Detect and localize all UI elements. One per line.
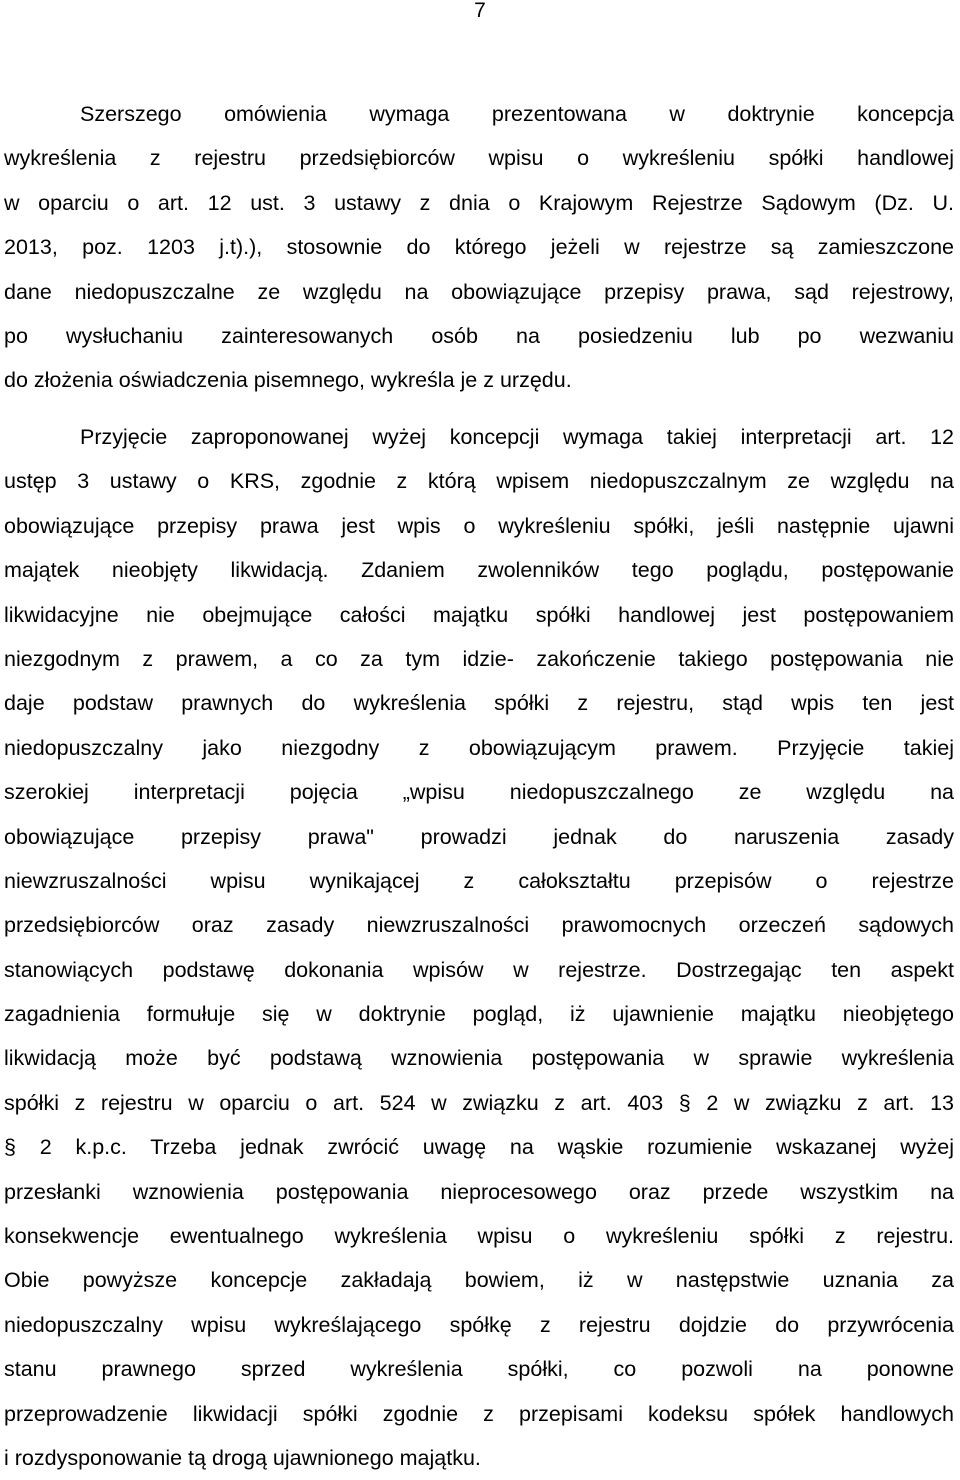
text-line: w oparciu o art. 12 ust. 3 ustawy z dnia o Krajowym Rejestrze Sądowym (Dz. U.	[4, 190, 954, 215]
text-line: 2013, poz. 1203 j.t).), stosownie do którego jeżeli w rejestrze są zamieszczone	[4, 235, 954, 260]
text-line: po wysłuchaniu zainteresowanych osób na posiedzeniu lub po wezwaniu	[4, 323, 954, 348]
text-line: niedopuszczalny wpisu wykreślającego spółkę z rejestru dojdzie do przywrócenia	[4, 1312, 954, 1337]
page-number: 7	[474, 0, 486, 22]
text-line: wykreślenia z rejestru przedsiębiorców wpisu o wykreśleniu spółki handlowej	[4, 146, 954, 171]
text-line: majątek nieobjęty likwidacją. Zdaniem zwolenników tego poglądu, postępowanie	[4, 558, 954, 583]
text-line: Szerszego omówienia wymaga prezentowana w doktrynie koncepcja	[80, 102, 954, 126]
text-line: Obie powyższe koncepcje zakładają bowiem, iż w następstwie uznania za	[4, 1268, 954, 1293]
text-line: niedopuszczalny jako niezgodny z obowiązującym prawem. Przyjęcie takiej	[4, 735, 954, 760]
text-line: likwidacyjne nie obejmujące całości majątku spółki handlowej jest postępowaniem	[4, 602, 954, 627]
text-line: niezgodnym z prawem, a co za tym idzie- zakończenie takiego postępowania nie	[4, 646, 954, 671]
text-line: Przyjęcie zaproponowanej wyżej koncepcji wymaga takiej interpretacji art. 12	[80, 425, 954, 449]
text-line: szerokiej interpretacji pojęcia „wpisu niedopuszczalnego ze względu na	[4, 780, 954, 805]
text-line: niewzruszalności wpisu wynikającej z całokształtu przepisów o rejestrze	[4, 868, 954, 893]
text-line: przedsiębiorców oraz zasady niewzruszalności prawomocnych orzeczeń sądowych	[4, 913, 954, 938]
text-line: spółki z rejestru w oparciu o art. 524 w związku z art. 403 § 2 w związku z art. 13	[4, 1090, 954, 1115]
text-line: stanu prawnego sprzed wykreślenia spółki, co pozwoli na ponowne	[4, 1357, 954, 1382]
text-line: stanowiących podstawę dokonania wpisów w rejestrze. Dostrzegając ten aspekt	[4, 957, 954, 982]
text-line: konsekwencje ewentualnego wykreślenia wpisu o wykreśleniu spółki z rejestru.	[4, 1224, 954, 1249]
text-line: zagadnienia formułuje się w doktrynie pogląd, iż ujawnienie majątku nieobjętego	[4, 1002, 954, 1027]
text-line: ustęp 3 ustawy o KRS, zgodnie z którą wpisem niedopuszczalnym ze względu na	[4, 469, 954, 494]
text-line: daje podstaw prawnych do wykreślenia spółki z rejestru, stąd wpis ten jest	[4, 691, 954, 716]
text-line: § 2 k.p.c. Trzeba jednak zwrócić uwagę na wąskie rozumienie wskazanej wyżej	[4, 1135, 954, 1160]
text-line: przesłanki wznowienia postępowania nieprocesowego oraz przede wszystkim na	[4, 1179, 954, 1204]
text-line: dane niedopuszczalne ze względu na obowiązujące przepisy prawa, sąd rejestrowy,	[4, 279, 954, 304]
text-line: obowiązujące przepisy prawa" prowadzi jednak do naruszenia zasady	[4, 824, 954, 849]
text-line: i rozdysponowanie tą drogą ujawnionego majątku.	[4, 1445, 481, 1470]
paragraph-2	[4, 415, 954, 1480]
paragraph-1	[4, 92, 954, 403]
text-line: likwidacją może być podstawą wznowienia postępowania w sprawie wykreślenia	[4, 1046, 954, 1071]
text-line: do złożenia oświadczenia pisemnego, wykreśla je z urzędu.	[4, 368, 572, 393]
text-line: obowiązujące przepisy prawa jest wpis o wykreśleniu spółki, jeśli następnie ujawni	[4, 513, 954, 538]
text-line: przeprowadzenie likwidacji spółki zgodnie z przepisami kodeksu spółek handlowych	[4, 1401, 954, 1426]
